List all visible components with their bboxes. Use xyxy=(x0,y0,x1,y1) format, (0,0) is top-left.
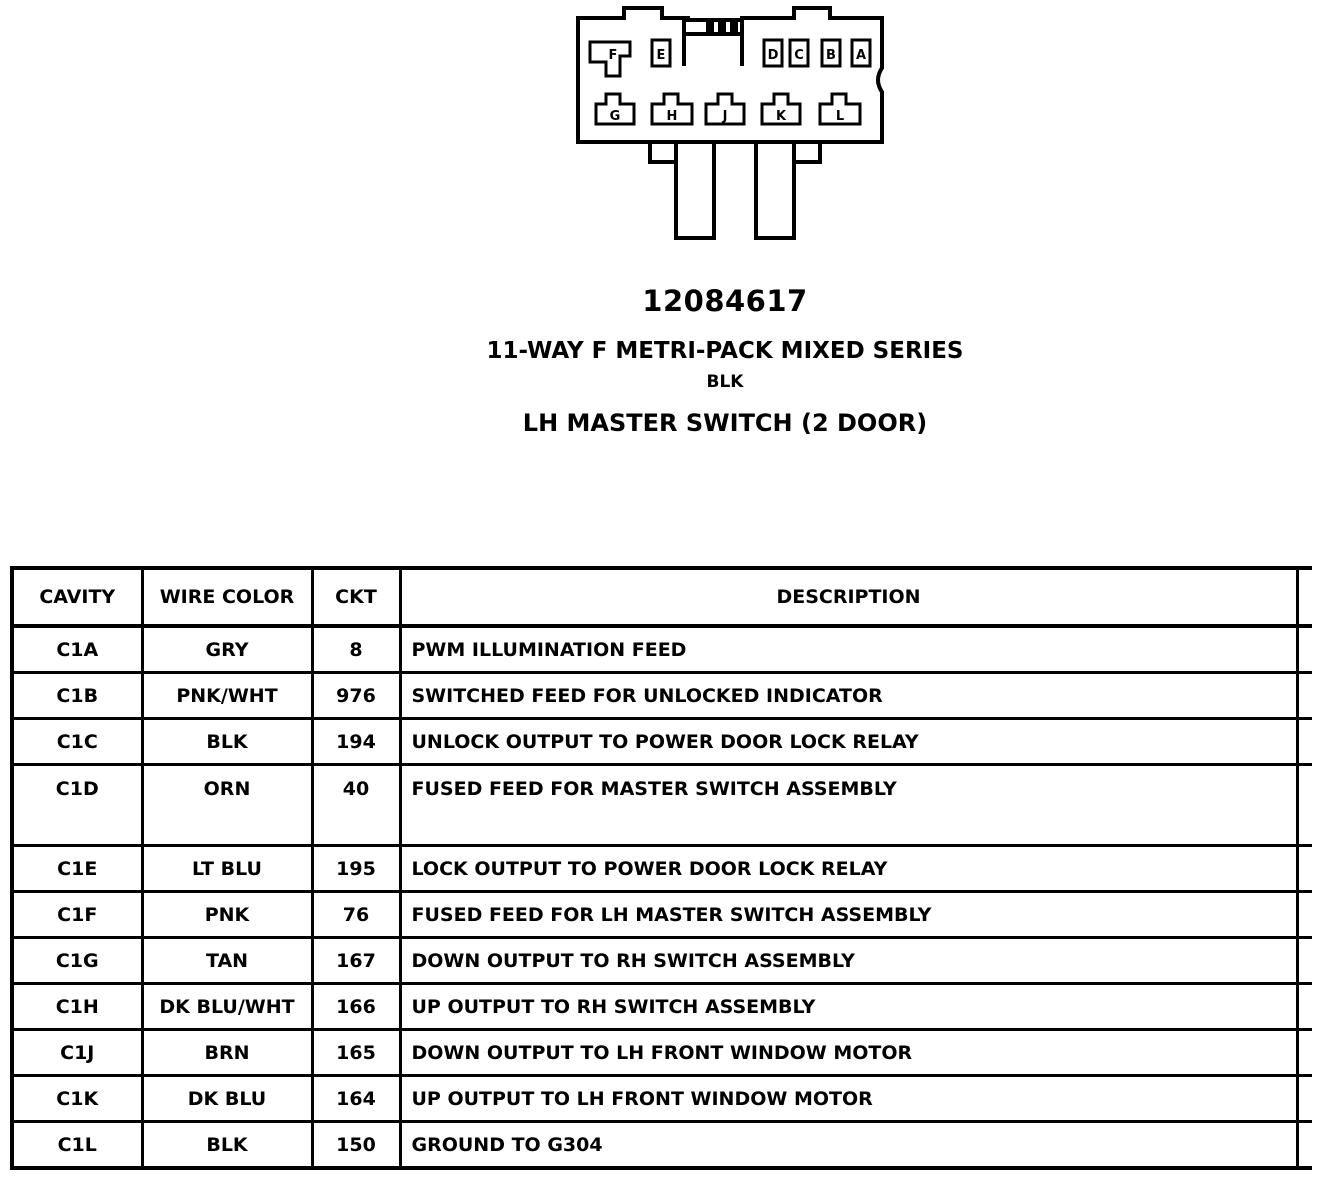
wire-color-cell: DK BLU xyxy=(142,1076,312,1122)
ckt-cell: 195 xyxy=(312,846,400,892)
table-row xyxy=(12,892,1312,938)
pin-label-d: D xyxy=(767,48,779,63)
column-header-description: DESCRIPTION xyxy=(400,568,1297,626)
table-edge-cell xyxy=(1297,984,1312,1030)
part-number: 12084617 xyxy=(642,284,808,318)
ckt-cell: 165 xyxy=(312,1030,400,1076)
ckt-cell: 164 xyxy=(312,1076,400,1122)
pinout-table xyxy=(10,566,1312,1170)
pin-label-a: A xyxy=(855,48,867,63)
column-header-wire-color: WIRE COLOR xyxy=(142,568,312,626)
ckt-cell: 76 xyxy=(312,892,400,938)
description-cell: GROUND TO G304 xyxy=(400,1122,1297,1169)
table-edge-cell xyxy=(1297,765,1312,846)
ckt-cell: 167 xyxy=(312,938,400,984)
description-cell: UP OUTPUT TO RH SWITCH ASSEMBLY xyxy=(400,984,1297,1030)
wire-color-cell: TAN xyxy=(142,938,312,984)
table-edge-cell xyxy=(1297,938,1312,984)
cavity-cell: C1B xyxy=(12,673,142,719)
cavity-cell: C1H xyxy=(12,984,142,1030)
description-cell: DOWN OUTPUT TO LH FRONT WINDOW MOTOR xyxy=(400,1030,1297,1076)
table-row xyxy=(12,719,1312,765)
table-edge-cell xyxy=(1297,568,1312,626)
ckt-cell: 166 xyxy=(312,984,400,1030)
table-row xyxy=(12,984,1312,1030)
wire-color-cell: ORN xyxy=(142,765,312,846)
table-edge-cell xyxy=(1297,719,1312,765)
cavity-cell: C1L xyxy=(12,1122,142,1169)
pin-label-f: F xyxy=(608,48,618,63)
ckt-cell: 976 xyxy=(312,673,400,719)
table-row xyxy=(12,846,1312,892)
description-cell: PWM ILLUMINATION FEED xyxy=(400,626,1297,673)
table-row xyxy=(12,626,1312,673)
table-edge-cell xyxy=(1297,1122,1312,1169)
wire-color-cell: PNK xyxy=(142,892,312,938)
wire-color-cell: LT BLU xyxy=(142,846,312,892)
pin-label-h: H xyxy=(666,109,678,124)
description-cell: SWITCHED FEED FOR UNLOCKED INDICATOR xyxy=(400,673,1297,719)
wire-color-cell: BLK xyxy=(142,719,312,765)
wire-color-cell: BRN xyxy=(142,1030,312,1076)
wire-color-cell: DK BLU/WHT xyxy=(142,984,312,1030)
table-edge-cell xyxy=(1297,1076,1312,1122)
table-edge-cell xyxy=(1297,892,1312,938)
table-edge-cell xyxy=(1297,626,1312,673)
pin-label-j: J xyxy=(722,109,728,124)
table-row xyxy=(12,765,1312,846)
pin-label-c: C xyxy=(794,48,804,63)
table-row xyxy=(12,1076,1312,1122)
description-cell: FUSED FEED FOR MASTER SWITCH ASSEMBLY xyxy=(400,765,1297,846)
table-row xyxy=(12,938,1312,984)
table-row xyxy=(12,1122,1312,1169)
wire-color-cell: PNK/WHT xyxy=(142,673,312,719)
pin-label-e: E xyxy=(656,48,666,63)
connector-series: 11-WAY F METRI-PACK MIXED SERIES xyxy=(486,338,964,364)
description-cell: DOWN OUTPUT TO RH SWITCH ASSEMBLY xyxy=(400,938,1297,984)
table-edge-cell xyxy=(1297,673,1312,719)
ckt-cell: 40 xyxy=(312,765,400,846)
cavity-cell: C1J xyxy=(12,1030,142,1076)
table-row xyxy=(12,673,1312,719)
pin-label-b: B xyxy=(826,48,836,63)
cavity-cell: C1A xyxy=(12,626,142,673)
column-header-cavity: CAVITY xyxy=(12,568,142,626)
description-cell: FUSED FEED FOR LH MASTER SWITCH ASSEMBLY xyxy=(400,892,1297,938)
cavity-cell: C1C xyxy=(12,719,142,765)
description-cell: UP OUTPUT TO LH FRONT WINDOW MOTOR xyxy=(400,1076,1297,1122)
connector-color: BLK xyxy=(706,372,744,392)
description-cell: UNLOCK OUTPUT TO POWER DOOR LOCK RELAY xyxy=(400,719,1297,765)
ckt-cell: 8 xyxy=(312,626,400,673)
wire-color-cell: GRY xyxy=(142,626,312,673)
ckt-cell: 194 xyxy=(312,719,400,765)
cavity-cell: C1D xyxy=(12,765,142,846)
column-header-ckt: CKT xyxy=(312,568,400,626)
cavity-cell: C1G xyxy=(12,938,142,984)
table-row xyxy=(12,1030,1312,1076)
table-edge-cell xyxy=(1297,846,1312,892)
description-cell: LOCK OUTPUT TO POWER DOOR LOCK RELAY xyxy=(400,846,1297,892)
cavity-cell: C1E xyxy=(12,846,142,892)
cavity-cell: C1K xyxy=(12,1076,142,1122)
pin-label-k: K xyxy=(775,109,787,124)
ckt-cell: 150 xyxy=(312,1122,400,1169)
wire-color-cell: BLK xyxy=(142,1122,312,1169)
table-edge-cell xyxy=(1297,1030,1312,1076)
component-name: LH MASTER SWITCH (2 DOOR) xyxy=(522,409,928,437)
cavity-cell: C1F xyxy=(12,892,142,938)
pin-label-g: G xyxy=(609,109,621,124)
table-header-row xyxy=(12,568,1312,626)
pin-label-l: L xyxy=(835,109,845,124)
connector-diagram xyxy=(560,0,900,250)
